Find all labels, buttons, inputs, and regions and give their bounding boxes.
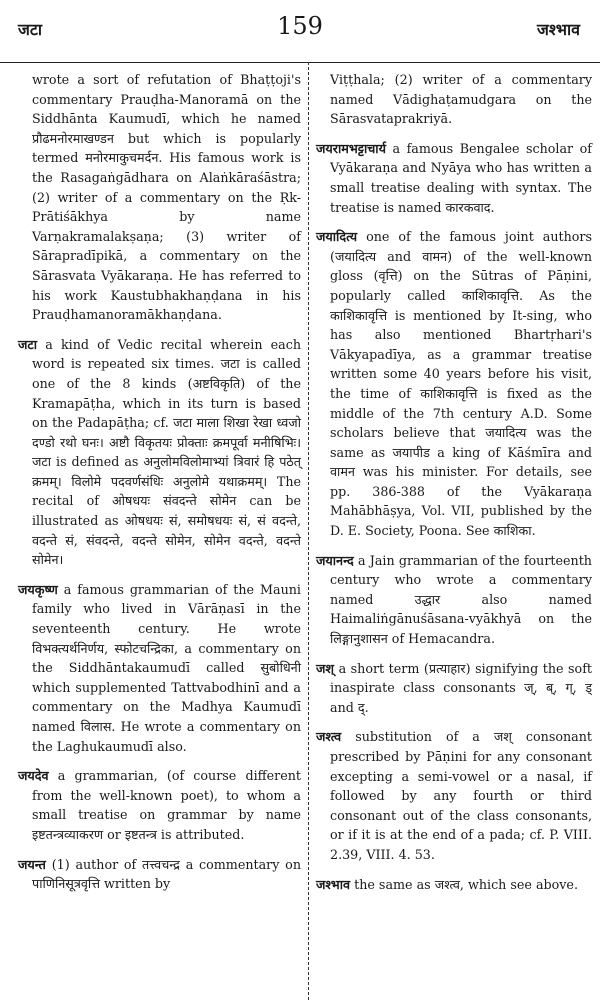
entry-continuation	[316, 70, 592, 129]
dictionary-entry-jayakrishna	[18, 580, 301, 756]
entry-headword: जश्भाव	[316, 876, 351, 892]
dictionary-entry-jashtva	[316, 727, 592, 864]
dictionary-entry-jata	[18, 335, 301, 570]
dictionary-entry-jayadeva	[18, 766, 301, 844]
entry-headword: जयदेव	[18, 768, 49, 784]
header-rule	[0, 62, 600, 63]
entry-text: a famous Bengalee scholar of Vyākaraṇa and Nyāya who has written a small treatise dealing with syntax. The treatise is named कारकवाद.	[330, 140, 592, 215]
entry-text: substitution of a जश् consonant prescribed by Pāṇini for any consonant excepting a semi-vowel or a nasal, if followed by any fourth or third consonant out of the class consonants, or if it is at the end of a pada; cf. P. VIII. 2.39, VIII. 4. 53.	[330, 729, 592, 862]
page-number: 159	[277, 12, 323, 40]
entry-headword: जश्त्व	[316, 729, 342, 745]
entry-text: a short term (प्रत्याहार) signifying the soft inaspirate class consonants ज्, ब्, ग्, ड् and द्.	[330, 660, 592, 715]
entry-continuation	[18, 70, 301, 325]
entry-text: a Jain grammarian of the fourteenth century who wrote a commentary named उद्धार also named Haimaliṅgānuśāsana-vyākhyā on the लिङ्गानुशासन of Hemacandra.	[330, 552, 592, 647]
entry-headword: जयकृष्ण	[18, 581, 58, 597]
entry-text: (1) author of तत्त्वचन्द्र a commentary on पाणिनिसूत्रवृत्ति written by	[32, 856, 301, 892]
entry-headword: जयरामभट्टाचार्य	[316, 140, 386, 156]
column-divider	[308, 62, 309, 1000]
entry-text: a famous grammarian of the Mauni family who lived in Vārāṇasī in the seventeenth century. He wrote विभक्त्यर्थनिर्णय, स्फोटचन्द्रिका, a commentary on the Siddhāntakaumudī called सुबोधिनी which supplemented Tattvabodhinī and a commentary on the Madhya Kaumudī named विलास. He wrote a commentary on the Laghukaumudī also.	[32, 581, 301, 754]
dictionary-entry-jash	[316, 659, 592, 718]
page-header	[0, 12, 600, 46]
dictionary-entry-jayanta	[18, 855, 301, 894]
entry-text: one of the famous joint authors (जयादित्य and वामन) of the well-known gloss (वृत्ति) on the Sūtras of Pāṇini, popularly called काशिकावृत्ति. As the काशिकावृत्ति is mentioned by It-sing, who has also mentioned Bhartṛhari's Vākyapadīya, as a grammar treatise written some 40 years before his visit, the time of काशिकावृत्ति is fixed as the middle of the 7th century A.D. Some scholars believe that जयादित्य was the same as जयापीड a king of Kāśmīra and वामन was his minister. For details, see pp. 386-388 of the Vyākaraṇa Mahābhāṣya, Vol. VII, published by the D. E. Society, Poona. See काशिका.	[330, 229, 592, 539]
dictionary-entry-jayaramabhattacharya	[316, 139, 592, 217]
entry-text: a kind of Vedic recital wherein each word is repeated six times. जटा is called one of the 8 kinds (अष्टविकृति) of the Kramapāṭha, which in its turn is based on the Padapāṭha; cf. जटा माला शिखा रेखा ध्वजो दण्डो रथो घनः। अष्टौ विकृतयः प्रोक्ताः क्रमपूर्वा मनीषिभिः। जटा is defined as अनुलोमविलोमाभ्यां त्रिवारं हि पठेत् क्रमम्। विलोमे पदवर्णसंधिः अनुलोमे यथाक्रमम्। The recital of ओषधयः संवदन्ते सोमेन can be illustrated as ओषधयः सं, समोषधयः सं, सं वदन्ते, वदन्ते सं, संवदन्ते, वदन्ते सोमेन, सोमेन वदन्ते, वदन्ते सोमेन।	[32, 336, 301, 568]
running-head-right: जश्भाव	[537, 20, 580, 39]
entry-headword: जयादित्य	[316, 229, 358, 245]
entry-text: the same as जश्त्व, which see above.	[354, 876, 578, 892]
entry-headword: जयन्त	[18, 856, 46, 872]
entry-headword: जयानन्द	[316, 552, 354, 568]
entry-headword: जटा	[18, 336, 38, 352]
dictionary-entry-jayananda	[316, 551, 592, 649]
entry-headword: जश्	[316, 660, 335, 676]
entry-text: a grammarian, (of course different from the well-known poet), to whom a small treatise on grammar by name इष्टतन्त्रव्याकरण or इष्टतन्त्र is attributed.	[32, 768, 301, 842]
dictionary-entry-jayaditya	[316, 227, 592, 541]
entry-text: Viṭṭhala; (2) writer of a commentary named Vādighaṭamudgara on the Sārasvataprakriyā.	[330, 72, 592, 127]
right-column	[316, 70, 592, 894]
entry-text: wrote a sort of refutation of Bhaṭṭoji's commentary Prauḍha-Manoramā on the Siddhānta Kaumudī, which he named प्रौढमनोरमाखण्डन but which is popularly termed मनोरमाकुचमर्दन. His famous work is the Rasagaṅgādhara on Alaṅkāraśāstra; (2) writer of a commentary on the Ṛk-Prātiśākhya by name Varṇakramalakṣaṇa; (3) writer of Sārapradīpikā, a commentary on the Sārasvata Vyākaraṇa. He has referred to his work Kaustubhakhaṇḍana in his Prauḍhamanoramākhaṇḍana.	[32, 72, 301, 323]
left-column	[18, 70, 301, 894]
dictionary-entry-jashbhava	[316, 875, 592, 895]
running-head-left: जटा	[18, 20, 43, 39]
